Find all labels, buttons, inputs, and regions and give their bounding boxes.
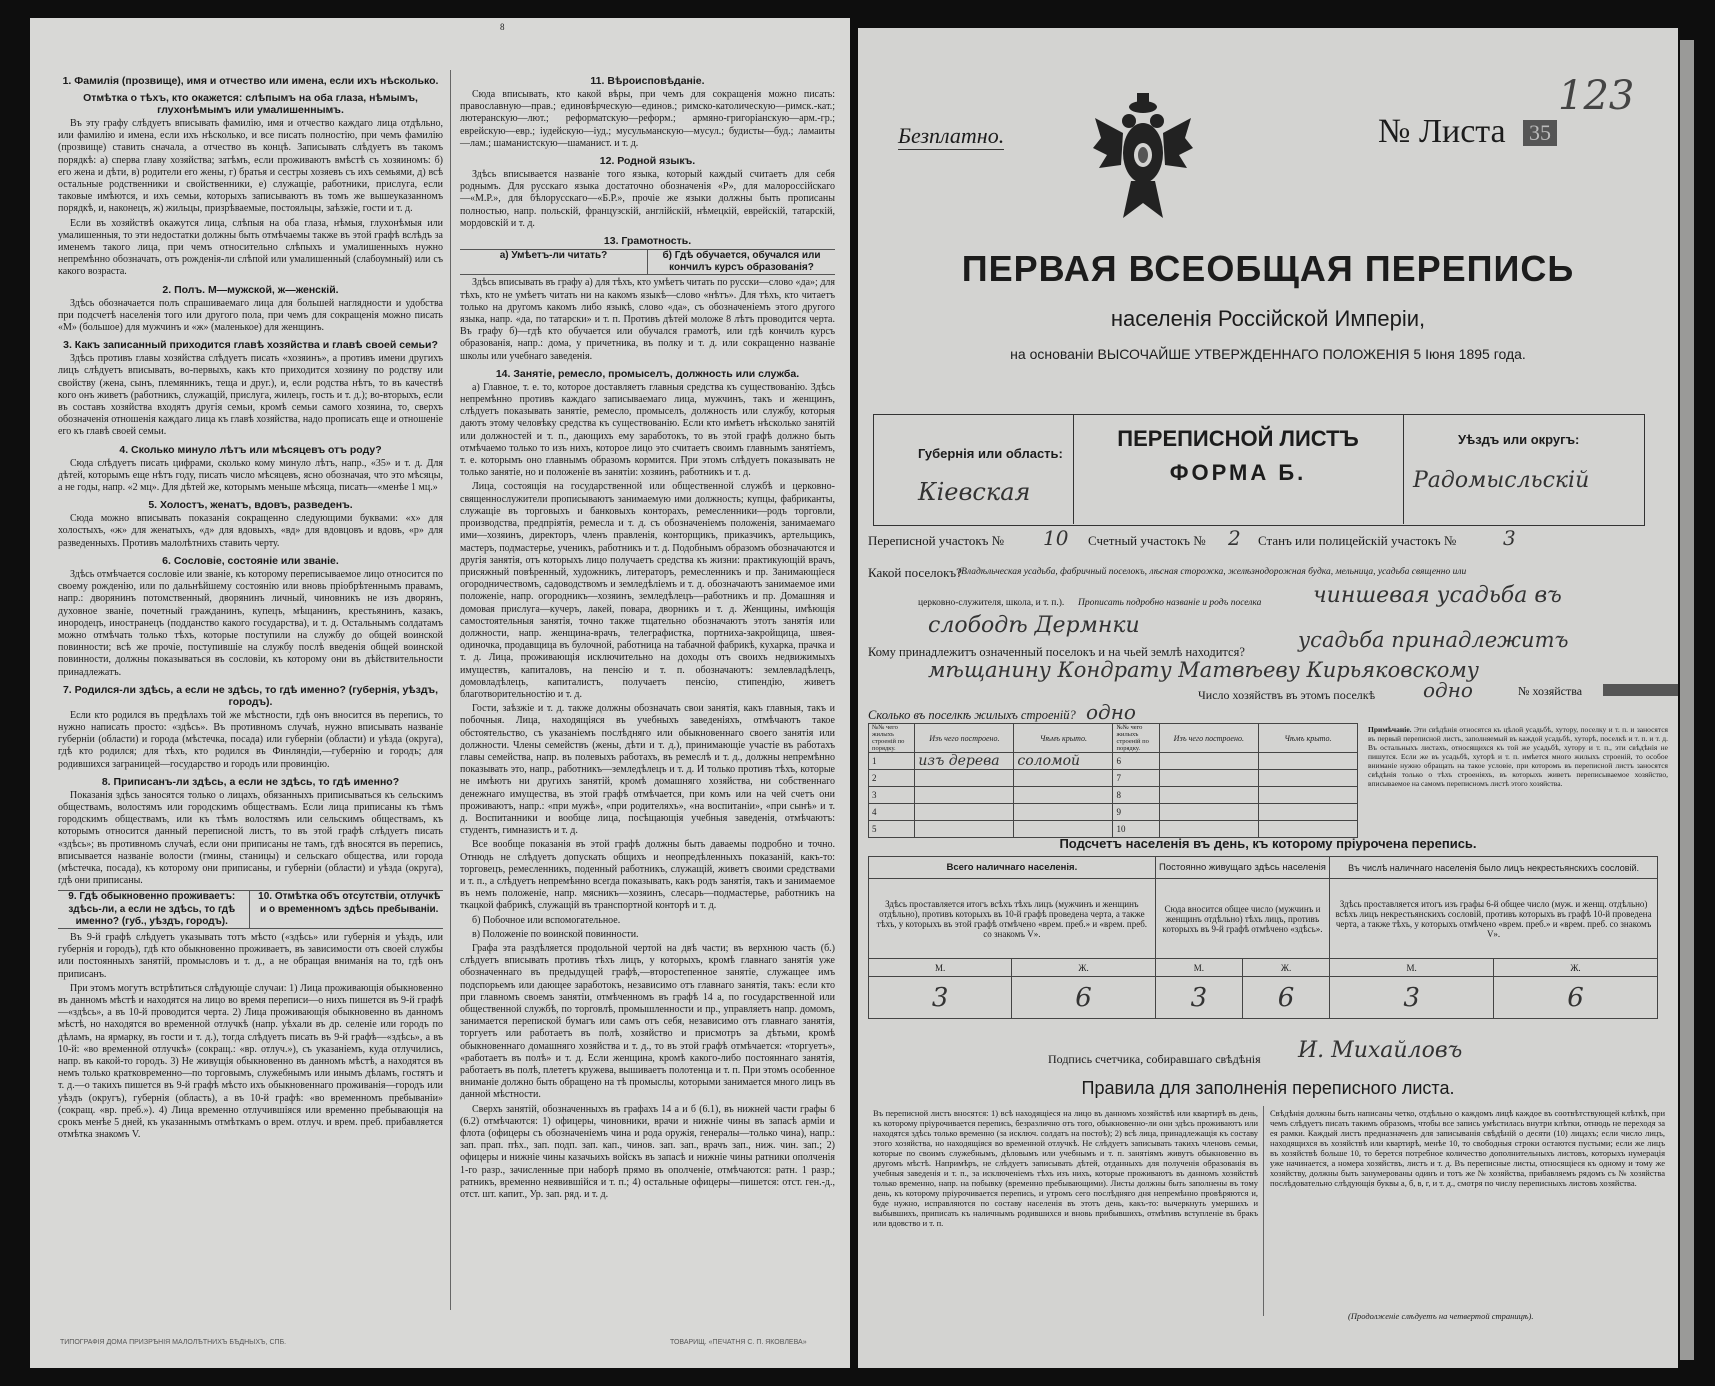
section-10-title: 10. Отмѣтка объ отсутствіи, отлучкѣ и о временномъ здѣсь пребываніи. [258,891,441,915]
uezd-value: Радомысльскій [1413,468,1590,493]
section-4-title: 4. Сколько минуло лѣтъ или мѣсяцевъ отъ роду? [119,443,382,456]
census-plot-label: Переписной участокъ № [868,533,1005,548]
instructions-column-2 [460,70,835,1203]
pop-nonpeasant-f: 6 [1494,977,1658,1019]
row-num: 4 [869,804,915,821]
section-14-text5: Графа эта раздѣляется продольной чертой на двѣ части; въ верхнюю часть (б.) слѣдуетъ вписывать противъ тѣхъ лицъ, у которыхъ, кромѣ главнаго занятія уже обозначеннаго въ предыдущей графѣ,—второстепенное занятіе, служащее имъ подспорьемъ или дающее заработокъ, независимо отъ главнаго занятія, такъ: если кто при главномъ своемъ занятіи, отмѣченномъ въ графѣ 14 а, по государственной или общественной службѣ, по торговлѣ, промышленности и пр., управляетъ напр. домомъ, занимается перепиской бумагъ или самъ отъ себя, независимо отъ главнаго занятія, торгуетъ или работаетъ въ полѣ, хозяйство и присмотръ за дѣтьми, кромѣ обыкновеннаго домашняго хозяйства и т. д., то въ этой графѣ отмѣчается: «торгуетъ», «работаетъ въ полѣ» и т. д. Если женщина, кромѣ какого-либо постояннаго занятія, работаетъ въ полѣ, плететъ кружева, вышиваетъ полотенца и т. п. При этомъ особенное вниманіе должно быть обращено на тѣ промыслы, которыми занимается много лицъ въ данной мѣстности. [460,943,835,1101]
section-14-text6: Сверхъ занятій, обозначенныхъ въ графахъ 14 а и б (6.1), въ нижней части графы 6 (6.2) отмѣчаются: 1) офицеры, чиновники, врачи и нижніе чины въ запасѣ арміи и флота (офицеры съ обозначеніемъ чина и рода оружія, генералы—только чина), напр.: зап. прап. пѣх., зап. подп. зап. кап., чинов. зап. зап., врачъ зап., ниж. чин. зап.; 2) офицеры и нижніе чины казачьихъ войскъ въ запасѣ и нижніе чины ратники ополченія 1-го разр., зачисленные при наборѣ прямо въ ополченіе, отмѣчаются: ратн. 1 разр.; ратникъ, временно неявившійся и т. п.; 4) остальные офицеры—пишется: отст. ген.-д., отст. шт. капит., Ур. зап. ряд. и т. д. [460,1103,835,1201]
section-1-subtitle: Отмѣтка о тѣхъ, кто окажется: слѣпымъ на оба глаза, нѣмымъ, глухонѣмымъ или умалишеннымъ. [83,92,418,116]
row-num: 1 [869,753,915,770]
section-14-b: б) Побочное или вспомогательное. [472,914,621,926]
gubernia-value: Кіевская [918,478,1031,506]
row-num: 7 [1113,770,1159,787]
rules-divider [1263,1106,1264,1316]
section-14-text2: Лица, состоящія на государственной или общественной службѣ и церковно-священнослужители прописываютъ занимаемую ими должность; купцы, фабриканты, служащіе въ торговыхъ и банковыхъ конторахъ, ремесленники—родъ торговли, производства, предпріятія, ремесла и т. д. съ обозначеніемъ положенія, занимаемаго ими—хозяинъ, директоръ, членъ правленія, конторщикъ, приказчикъ, артельщикъ, мастеръ, подмастерье, ученикъ, работникъ и т. д. Подобнымъ образомъ обозначаются и другія занятія, отъ которыхъ лицо получаетъ средства къ жизни: практикующій врачъ, присяжный повѣренный, художникъ, литераторъ, ремесленникъ и пр. Занимающіеся огородничествомъ, садоводствомъ и земледѣліемъ и т. д. обозначаютъ занимаемое ими положеніе, напр. огородникъ—хозяинъ, земледѣлецъ—работникъ и пр. Домашняя и домовая прислуга—кучеръ, лакей, повара, дворникъ и т. д. Женщины, имѣющія самостоятельныя занятія, точно также тщательно обозначаютъ этотъ занятія или должности, напр. женщина-врачъ, телеграфистка, портниха-закройщица, швея-одиночка, продавщица въ булочной, работница на табачной фабрикѣ, кухарка, прачка и т. д. Лица, проживающія исключительно на доходы отъ своихъ недвижимыхъ имуществъ, капиталовъ, на пенсію и т. п. обозначаютъ: землевладѣлецъ, домовладѣлецъ, капиталистъ, получаетъ пенсію, стипендію, живетъ благотворительностію и т. д. [460,481,835,700]
pop-header-present: Всего наличнаго населенія. [869,857,1156,879]
th-material-2: Изъ чего построено. [1159,724,1258,753]
printer-footer-left: ТИПОГРАФІЯ ДОМА ПРИЗРѢНІЯ МАЛОЛѢТНИХЪ БѢДНЫХЪ, СПБ. [60,1339,287,1346]
section-14-text3: Гости, заѣзжіе и т. д. также должны обозначать свои занятія, какъ главныя, такъ и побочныя. Лица, находящіяся въ учебныхъ заведеніяхъ, отмѣчаютъ такое обстоятельство, съ указаніемъ послѣдняго или обыкновеннаго своего занятія или должности. Члены семействъ (жены, дѣти и т. д.), принимающіе участіе въ работахъ главы семейства, напр. въ полевыхъ работахъ, въ ремеслѣ и т. д., должны непремѣнно показывать это, напр., работникъ—земледѣлецъ и т. д. И только противъ тѣхъ, которые не имѣютъ ни другихъ занятій, кромѣ домашняго хозяйства, ни собственнаго денежнаго имущества, въ этой графѣ отмѣчается, при комъ или на чей счетъ они проживаютъ, напр.: «при мужѣ», «при родителяхъ», «на воспитаніи», «при сынѣ» и т. д. Воспитанники и вообще лица, посѣщающія учебныя заведенія, отмѣчаютъ: студентъ, гимназистъ и т. д. [460,703,835,837]
section-13-text: Здѣсь вписывать въ графу а) для тѣхъ, кто умѣетъ читать по русски—слово «да»; для тѣхъ, кто не умѣетъ читать ни на какомъ языкѣ—слово «нѣтъ». Для тѣхъ, кто читаетъ только на другомъ какомъ либо языкѣ, слово «да», съ обозначеніемъ этого другого языка, напр. «да, по татарски» и т. п. Противъ дѣтей моложе 8 лѣтъ проводится черта. Въ графу б)—гдѣ кто обучается или обучался грамотѣ, или гдѣ кончилъ курсъ образованія, напр.: дома, у причетника, въ полку и т. д. или сокращенно названіе школы или учебнаго заведенія. [460,277,835,362]
pop-permanent-f: 6 [1242,977,1329,1019]
section-9-text2: При этомъ могутъ встрѣтиться слѣдующіе случаи: 1) Лица проживающія обыкновенно въ данномъ мѣстѣ и находятся на лицо во время переписи—о нихъ пишется въ 9-й графѣ—«здѣсь», а въ 10-й проводится черта. 2) Лица проживающія обыкновенно въ данномъ мѣстѣ, но находятся во временной отлучкѣ (напр. уѣхали въ др. селеніе или городъ по дѣламъ, на ярмарку, въ гости и т. д.), тогда слѣдуетъ писать въ 9-й графѣ—«здѣсь», а въ 10-й: «во временной отлучкѣ» (сокращ.: «вр. отлуч.»), съ указаніемъ, куда отлучились, напр. въ какой-то городъ. 3) Не живущія обыкновенно въ данномъ мѣстѣ, а находятся въ немъ только кратковременно—по торговымъ, служебнымъ или инымъ дѣламъ, гостятъ и т. д.—о такихъ пишется въ 9-й графѣ мѣсто ихъ обыкновеннаго проживанія—городъ или уѣздъ (округъ), губернія (область), а въ 10-й графѣ: «во временномъ пребываніи» (сокращ. «вр. преб.»). 4) Лица временно отлучившіяся или временно пребывающія на срокъ менѣе 5 дней, къ указаннымъ отмѣткамъ о врем. отлуч. и врем. преб. прибавляется отмѣтка знакомъ V. [58,982,443,1141]
section-2-title: 2. Полъ. М—мужской, ж—женскій. [162,283,339,296]
section-3-text: Здѣсь противъ главы хозяйства слѣдуетъ писать «хозяинъ», а противъ имени другихъ лицъ слѣдуетъ вписывать, во-первыхъ, какъ кто приходится хозяину по родству или свойству (жена, сынъ, племянникъ, теща и друг.), и, если родства нѣтъ, то въ качествѣ кого онъ живетъ (работникъ, служащій, прислуга, жилецъ, гость и т. д.); во-вторыхъ, если въ составъ хозяйства входятъ другія семьи, кромѣ семьи самого хозяина, то, сверхъ обозначенія отношенія каждаго лица къ главѣ хозяйства, надо прописать еще и отношеніе его къ главѣ своей семьи. [58,353,443,438]
section-7-text: Если кто родился въ предѣлахъ той же мѣстности, гдѣ онъ вносится въ перепись, то нужно написать просто: «здѣсь». Въ противномъ случаѣ, нужно вписывать названіе губерніи (области) и города (мѣстечка, посада) или губерніи (области) и уѣзда (округа), гдѣ кто родился; для тѣхъ, кто родился въ Финляндіи,—губернію и городъ; для родившихся заграницей—государство и городъ или провинцію. [58,709,443,770]
free-label: Безплатно. [898,123,1005,148]
signature-label: Подпись счетчика, собиравшаго свѣдѣнія [1048,1052,1261,1066]
section-3-title: 3. Какъ записанный приходится главѣ хозяйства и главѣ своей семьи? [63,339,438,352]
owner-value: усадьба принадлежитъ [1298,628,1569,652]
form-label: ФОРМА Б. [1169,460,1307,485]
pencil-archive-number: 123 [1558,73,1635,119]
f-label: Ж. [1242,959,1329,977]
rules-right-column: Свѣдѣнія должны быть написаны четко, отдѣльно о каждомъ лицѣ каждое въ соотвѣтствующей клѣткѣ, при чемъ слѣдуетъ писать такимъ образомъ, чтобы все запись умѣстилась внутри клѣтки, отнюдь не переходя за ея рамки. Каждый листъ предназначенъ для записыванія свѣдѣній о десяти (10) лицахъ; если число лицъ, находящихся въ хозяйствѣ или квартирѣ, менѣе 10, то свободныя строки остаются пустыми; если же лицъ въ хозяйствѣ больше 10, то берется потребное количество дополнительныхъ листовъ, которыхъ нумерація уже начинается, а номера хозяйствъ, листъ и т. д. Въ переписные листы, относящіеся къ одному и тому же хозяйству, должны быть занумерованы одинъ и тотъ же № хозяйства, прибавляемъ рядомъ съ № хозяйства послѣдовательно слѣдующія буквы а, б, в, г, и т. д., смотря по числу переписныхъ листовъ хозяйства. [1270,1108,1665,1188]
stan-label: Станъ или полицейскій участокъ № [1258,533,1457,548]
buildings-table [868,723,1358,838]
row-num: 10 [1113,821,1159,838]
households-label: Число хозяйствъ въ этомъ поселкѣ [1198,688,1376,702]
section-13-header [460,249,835,275]
th-material: Изъ чего построено. [915,724,1014,753]
section-12-text: Здѣсь вписывается названіе того языка, который каждый считаетъ для себя роднымъ. Для русскаго языка достаточно обозначенія «Р», для малороссійскаго—«М.Р.», для бѣлорусскаго—«Б.Р.», прочіе же языки должны быть прописаны полностью, напр. польскій, французскій, англійскій, нѣмецкій, еврейскій, татарскій, мордовскій и т. д. [460,169,835,229]
table-row [869,753,1358,770]
pop-header-permanent: Постоянно живущаго здѣсь населенія [1155,857,1329,879]
m-label: М. [869,959,1012,977]
th-roof: Чѣмъ крыто. [1014,724,1113,753]
table-row [869,804,1358,821]
sheet-number-value: 35 [1523,120,1557,146]
owner-question: Кому принадлежитъ означенный поселокъ и на чьей землѣ находится? [868,645,1245,659]
population-table [868,856,1658,1019]
section-11-text: Сюда вписывать, кто какой вѣры, при чемъ для сокращенія можно писать: православную—прав.; единовѣрческую—единов.; римско-католическую—римск.-кат.; лютеранскую—лют.; реформатскую—реформ.; армяно-григоріанскую—арм.-гр.; еврейскую—евр.; іудейскую—іуд.; мусульманскую—мусул.; будисты—буд.; ламаиты—лам.; шаманистскую—шаманист. и т. д. [460,89,835,149]
row-num: 2 [869,770,915,787]
section-13-title: 13. Грамотность. [603,235,692,248]
row-roof: соломой [1014,753,1113,770]
pop-nonpeasant-m: 3 [1330,977,1494,1019]
imperial-eagle-icon [1093,93,1193,228]
section-12-title: 12. Родной языкъ. [599,155,696,168]
section-1-text2: Если въ хозяйствѣ окажутся лица, слѣпыя на оба глаза, нѣмыя, глухонѣмыя или умалишенныя, то эти недостатки должны быть отмѣчаемы также въ этой графѣ вслѣдъ за именемъ такого лица, при чемъ относительно слѣпыхъ и умалишенныхъ нужно непремѣнно обозначать, отъ рожденія-ли слѣпой или умалишенный (слабоумный) или съ какого возраста. [58,217,443,278]
row-num: 3 [869,787,915,804]
document-basis: на основаніи ВЫСОЧАЙШЕ УТВЕРЖДЕННАГО ПОЛОЖЕНІЯ 5 Іюня 1895 года. [1010,346,1526,362]
section-5-title: 5. Холостъ, женатъ, вдовъ, разведенъ. [148,499,353,512]
row-num: 5 [869,821,915,838]
section-9-title: 9. Гдѣ обыкновенно проживаетъ: здѣсь-ли, а если не здѣсь, то гдѣ именно? (губ., уѣздъ, городъ). [58,891,250,928]
note-text: Эти свѣдѣнія относятся къ цѣлой усадьбѣ, хутору, поселку и т. п. и заносятся въ первый переписной листъ, заполняемый въ каждой усадьбѣ, хуторѣ, поселкѣ и т. п. и т. д. Въ остальныхъ листахъ, относящихся къ той же усадьбѣ, хутору и т. п., эти свѣдѣнія не пишутся. Если же въ усадьбѣ, хуторѣ и т. п. имѣется много жилыхъ строеній, то особое вниманіе нужно обращать на такое условіе, при которомъ въ переписной листъ заносятся свѣдѣнія только о тѣхъ строеніяхъ, въ которыхъ живетъ переписываемое хозяйство, вписываемое на самомъ переписномъ листѣ этого хозяйства. [1368,725,1668,788]
section-13b: б) Гдѣ обучается, обучался или кончилъ курсъ образованія? [662,250,821,274]
rules-left-column: Въ переписной листъ вносятся: 1) всѣ находящіеся на лицо въ данномъ хозяйствѣ или квартирѣ въ день, къ которому пріурочивается перепись, безразлично отъ того, обыкновенно-ли они здѣсь проживаютъ или находятся здѣсь только временно (за исключ. солдатъ на постоѣ); 2) всѣ лица, принадлежащія къ составу этого хозяйства, но находящіяся во временной отлучкѣ. Не слѣдуетъ записывать такихъ членовъ семьи, которые по своимъ служебнымъ, дѣловымъ или учебнымъ и т. п. занятіямъ живутъ обыкновенно въ другомъ мѣстѣ. Напримѣръ, не слѣдуетъ записывать дѣтей, отданныхъ для полученія образованія въ учебныя заведенія и т. п., за исключеніемъ тѣхъ изъ нихъ, которые проживаютъ въ данномъ хозяйствѣ только временно, напр. на побывку (временно пребывающими). Листы должны быть заполнены въ тому день, къ которому пріурочивается перепись, и утромъ сего послѣдняго дня непремѣнно провѣряются и, буде нужно, исправляются по составу населенія въ этотъ день, какъ-то: вычеркнуть умершихъ и выбывшихъ, приписать къ наличнымъ родившихся и вновь прибывшихъ, отмѣтивъ вступленіе въ бракъ или вдовство и т. п. [873,1108,1258,1228]
owner-value-2: мѣщанину Кондрату Матвѣеву Кирьяковскому [928,658,1479,682]
printer-footer-right: ТОВАРИЩ. «ПЕЧАТНЯ С. П. ЯКОВЛЕВА» [670,1339,807,1346]
pop-desc-non-peasant: Здѣсь проставляется итогъ изъ графы 6-й общее число (муж. и женщ. отдѣльно) всѣхъ лицъ некрестьянскихъ сословій, противъ которыхъ въ графѣ 10-й проведена черта, а также тѣхъ, у которыхъ отмѣчено «врем. преб.» и «врем. преб. со знакомъ V». [1330,879,1658,959]
uezd-label: Уѣздъ или округъ: [1458,432,1580,447]
section-1-title: 1. Фамилія (прозвище), имя и отчество или имена, если ихъ нѣсколько. [62,75,439,87]
household-number-label: № хозяйства [1518,684,1583,698]
f-label: Ж. [1494,959,1658,977]
row-num: 6 [1113,753,1159,770]
row-num: 9 [1113,804,1159,821]
section-14-text: а) Главное, т. е. то, которое доставляетъ главныя средства къ существованію. Здѣсь непремѣнно противъ каждаго записываемаго лица, мужчинъ, такъ и женщинъ, слѣдуетъ показывать занятіе, ремесло, промыселъ, должность или службу, которыя даютъ этому человѣку средства къ существованію. Если кто имѣетъ нѣсколько занятій или должностей и т. п., дающихъ ему заработокъ, то въ этой графѣ должно быть отмѣчаемо только то изъ нихъ, которое лицо это считаетъ своимъ главнымъ занятіемъ, т. е. которымъ оно главнымъ образомъ кормится. При этомъ слѣдуетъ показывать не только занятіе, но и положеніе въ занятіи: хозяинъ, работникъ и т. д. [460,381,835,479]
settlement-question: Какой поселокъ? [868,565,962,580]
section-5-text: Сюда можно вписывать показанія сокращенно следующими буквами: «х» для холостыхъ, «ж» для женатыхъ, «д» для вдовыхъ, «вд» для вдовцовъ и вдовъ, «р» для разведенныхъ. Противъ малолѣтнихъ ставить черту. [58,513,443,549]
buildings-label: Сколько въ поселкѣ жилыхъ строеній? [868,708,1076,722]
page-stack-edge [1680,40,1694,1360]
sheet-number-label: № Листа [1378,113,1506,150]
pop-desc-permanent: Сюда вносится общее число (мужчинъ и женщинъ отдѣльно) тѣхъ лицъ, противъ которыхъ въ 9-й графѣ отмѣчено «здѣсь». [1155,879,1329,959]
section-14-text4: Все вообще показанія въ этой графѣ должны быть даваемы подробно и точно. Отнюдь не слѣдуетъ допускать общихъ и неопредѣленныхъ показаній, какъ-то: торговецъ, ремесленникъ, поденный работникъ, служащій, живетъ своими средствами и т. п., а слѣдуетъ непремѣнно всегда показывать, какъ родъ занятія, такъ и занимаемое въ немъ положеніе, напр. мясникъ—хозяинъ, слесарь—подмастерье, работникъ на ткацкой фабрикѣ, служащій въ транспортной конторѣ и т. д. [460,839,835,912]
pop-desc-present: Здѣсь проставляется итогъ всѣхъ тѣхъ лицъ (мужчинъ и женщинъ отдѣльно), противъ которыхъ въ 10-й графѣ проведена черта, а также тѣхъ, у которыхъ въ этой графѣ отмѣчено «врем. преб.» и «врем. преб. со знакомъ V». [869,879,1156,959]
settlement-value-2: слободѣ Дермнки [928,613,1140,638]
pop-header-non-peasant: Въ числѣ наличнаго населенія было лицъ некрестьянскихъ сословій. [1330,857,1658,879]
buildings-value: одно [1086,700,1136,724]
f-label: Ж. [1012,959,1155,977]
gubernia-label: Губернія или область: [918,446,1063,461]
pop-present-f: 6 [1012,977,1155,1019]
page-mark: 8 [500,22,505,32]
m-label: М. [1330,959,1494,977]
th-roof-2: Чѣмъ крыто. [1258,724,1357,753]
section-7-title: 7. Родился-ли здѣсь, а если не здѣсь, то гдѣ именно? (губернія, уѣздъ, городъ). [62,683,439,708]
section-1-text: Въ эту графу слѣдуетъ вписывать фамилію, имя и отчество каждаго лица отдѣльно, или фамилію и имена, если ихъ нѣсколько, и все писать полностію, при чемъ фамилію (прозвище) ставить сначала, а отчество въ концѣ. Записывать слѣдуетъ въ такомъ порядкѣ: а) сперва главу хозяйства; затѣмъ, если проживаютъ вмѣстѣ съ хозяиномъ: б) его жена и дѣти, в) родители его жены, г) братья и сестры хозяевъ съ ихъ семьями, д) всѣ остальные родственники и свойственники, е) служащіе, работники, прислуга, если таковые имѣются, и ихъ семьи, которыхъ записываютъ въ томъ же вышеуказанномъ порядкѣ, и, наконецъ, ж) жильцы, призрѣваемые, постояльцы, заѣзжіе, гости и т. д. [58,118,443,215]
signature-value: И. Михайловъ [1298,1038,1463,1063]
section-2-text: Здѣсь обозначается полъ спрашиваемаго лица для большей наглядности и удобства при подсчетѣ населенія того или другого пола, при чемъ для сокращенія можно писать «М» (большое) для мужчинъ и «ж» (маленькое) для женщинъ. [58,297,443,334]
stan-value: 3 [1503,526,1516,550]
document-title: ПЕРВАЯ ВСЕОБЩАЯ ПЕРЕПИСЬ [961,248,1575,289]
instructions-column-1 [58,70,443,1143]
section-9-text: Въ 9-й графѣ слѣдуетъ указывать тотъ мѣсто («здѣсь» или губернія и уѣздъ, или губернія и городъ), гдѣ кто обыкновенно проживаетъ, въ зависимости отъ своей службы или постоянныхъ занятій, промысловъ и т. д., а не обращая вниманія на то, гдѣ онъ приписанъ. [58,931,443,980]
settlement-hint-3: Прописать подробно названіе и родъ поселка [1078,598,1262,608]
section-4-text: Сюда слѣдуетъ писать цифрами, сколько кому минуло лѣтъ, напр., «35» и т. д. Для дѣтей, которымъ еще нѣтъ году, писать число мѣсяцевъ, ясно обозначая, что это мѣсяцы, а не годы, напр. «2 мц». Для дѣтей же, которымъ меньше мѣсяца, писать—«менѣе 1 мц.» [58,457,443,494]
document-subtitle: населенія Россійской Имперіи, [1110,306,1426,331]
settlement-hint: (Владѣльческая усадьба, фабричный поселокъ, лѣсная сторожка, желѣзнодорожная будка, мельница, усадьба священно или [958,567,1467,577]
left-page [30,18,850,1368]
row-material: изъ дерева [915,753,1014,770]
section-6-text: Здѣсь отмѣчается сословіе или званіе, къ которому переписываемое лицо относится по своему рожденію, или по дальнѣйшему состоянію или вновь пріобрѣтеннымъ правамъ, напр.: дворянинъ потомственный, дворянинъ личный, чиновникъ не изъ дворянъ, духовное званіе, почетный гражданинъ, купецъ, мѣщанинъ, крестьянинъ, казакъ, инородецъ, иностранецъ (подданство какого государства), и т. д. Остальнымъ солдатамъ можно отмѣчать только тѣхъ, которые поступили на службу до общей воинской повинности; всѣ же прочіе, поступившіе на службу послѣ введенія общей воинской повинности, должны показываться въ сословіи, къ которому они въ дѣйствительности принадлежатъ. [58,568,443,678]
rules-title: Правила для заполненія переписного листа. [1081,1078,1455,1098]
row-num: 8 [1113,787,1159,804]
household-number-redacted [1603,684,1678,696]
count-plot-label: Счетный участокъ № [1088,533,1206,548]
table-row [869,770,1358,787]
buildings-note [1368,725,1668,788]
m-label: М. [1155,959,1242,977]
sheet-title: ПЕРЕПИСНОЙ ЛИСТЪ [1117,426,1359,451]
th-num: №№ чего жилыхъ строеній по порядку. [869,724,915,753]
census-plot-value: 10 [1043,526,1069,550]
settlement-hint-2: церковно-служителя, школа, и т. п.). [918,598,1065,608]
settlement-value: чиншевая усадьба въ [1313,583,1562,608]
rules-continued: (Продолженіе слѣдуетъ на четвертой страницѣ). [1348,1311,1534,1321]
section-8-title: 8. Приписанъ-ли здѣсь, а если не здѣсь, то гдѣ именно? [101,775,400,788]
table-row [869,821,1358,838]
header-divider-right [1403,414,1404,524]
households-value: одно [1423,678,1473,702]
column-divider [450,70,451,1310]
count-plot-value: 2 [1228,526,1241,550]
section-13a: а) Умѣетъ-ли читать? [460,250,648,274]
note-title: Примѣчаніе. [1368,725,1412,734]
section-8-text: Показанія здѣсь заносятся только о лицахъ, обязанныхъ приписываться къ сельскимъ обществамъ, волостямъ или городскимъ обществамъ. Если лица приписаны къ тѣмъ городскимъ обществамъ, или къ тѣмъ волостямъ или сельскимъ обществамъ, къ которымъ относится данный переписной листъ, то въ этой графѣ слѣдуетъ писать «здѣсь»; въ противномъ случаѣ, если они приписаны не тамъ, гдѣ вносятся въ перепись, вписывается названіе волости (гмины, станицы) и сельскаго общества, или города (мѣстечка, посада), къ которому они приписаны, и губерніи (области) и уѣзда (округа), гдѣ они приписаны. [58,789,443,887]
section-14-title: 14. Занятіе, ремесло, промыселъ, должность или служба. [495,367,800,380]
section-6-title: 6. Сословіе, состояніе или званіе. [162,554,339,567]
section-9-10-header [58,890,443,929]
pop-present-m: 3 [869,977,1012,1019]
right-page [858,28,1678,1368]
section-11-title: 11. Вѣроисповѣданіе. [590,75,705,87]
table-row [869,787,1358,804]
pop-permanent-m: 3 [1155,977,1242,1019]
th-num-2: №№ чего жилыхъ строеній по порядку. [1113,724,1159,753]
section-14-v: в) Положеніе по воинской повинности. [472,928,639,940]
population-title: Подсчетъ населенія въ день, къ которому пріурочена перепись. [1059,836,1477,851]
